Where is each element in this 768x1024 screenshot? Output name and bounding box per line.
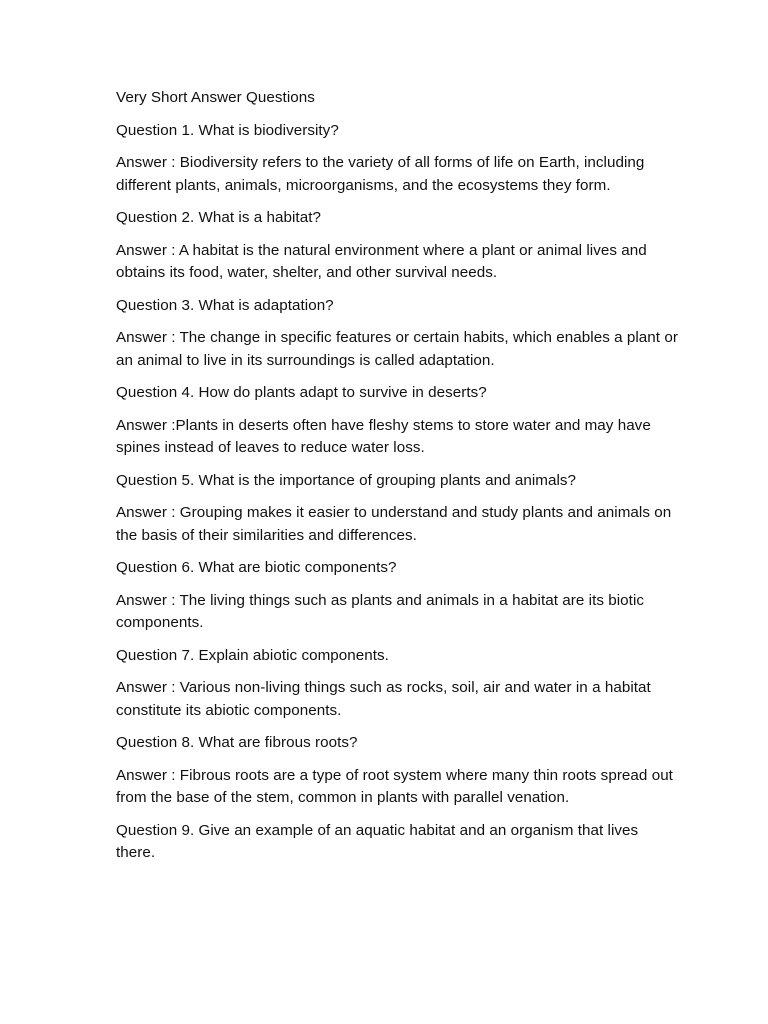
answer-1: Answer : Biodiversity refers to the variety of all forms of life on Earth, including different plants, animals, microorganisms, and the ecosystems they form. — [116, 154, 645, 194]
question-5: Question 5. What is the importance of grouping plants and animals? — [116, 471, 577, 489]
qa-item-3 — [116, 295, 678, 373]
question-8: Question 8. What are fibrous roots? — [116, 734, 358, 751]
answer-5: Answer : Grouping makes it easier to understand and study plants and animals on the basis of their similarities and differences. — [116, 504, 672, 544]
qa-item-5 — [116, 470, 678, 548]
question-1: Question 1. What is biodiversity? — [116, 121, 339, 139]
question-3: Question 3. What is adaptation? — [116, 296, 334, 314]
qa-item-1 — [116, 120, 678, 198]
question-2: Question 2. What is a habitat? — [116, 209, 321, 226]
question-6: Question 6. What are biotic components? — [116, 559, 397, 576]
answer-6: Answer : The living things such as plants and animals in a habitat are its biotic components. — [116, 591, 645, 631]
document-heading: Very Short Answer Questions — [116, 89, 315, 106]
answer-4: Answer :Plants in deserts often have fleshy stems to store water and may have spines instead of leaves to reduce water loss. — [116, 416, 651, 456]
answer-2: Answer : A habitat is the natural environment where a plant or animal lives and obtains its food, water, shelter, and other survival needs. — [116, 241, 647, 281]
question-4: Question 4. How do plants adapt to survive in deserts? — [116, 384, 487, 401]
qa-item-6 — [116, 557, 678, 635]
question-7: Question 7. Explain abiotic components. — [116, 646, 389, 664]
answer-3: Answer : The change in specific features or certain habits, which enables a plant or an animal to live in its surroundings is called adaptation. — [116, 329, 678, 369]
answer-7: Answer : Various non-living things such as rocks, soil, air and water in a habitat constitute its abiotic components. — [116, 679, 651, 719]
question-9: Question 9. Give an example of an aquatic habitat and an organism that lives there. — [116, 821, 639, 861]
answer-8: Answer : Fibrous roots are a type of root system where many thin roots spread out from the base of the stem, common in plants with parallel venation. — [116, 766, 673, 806]
qa-item-4 — [116, 382, 678, 460]
qa-item-8 — [116, 732, 678, 810]
qa-item-9 — [116, 820, 678, 865]
qa-item-2 — [116, 207, 678, 285]
qa-item-7 — [116, 645, 678, 723]
